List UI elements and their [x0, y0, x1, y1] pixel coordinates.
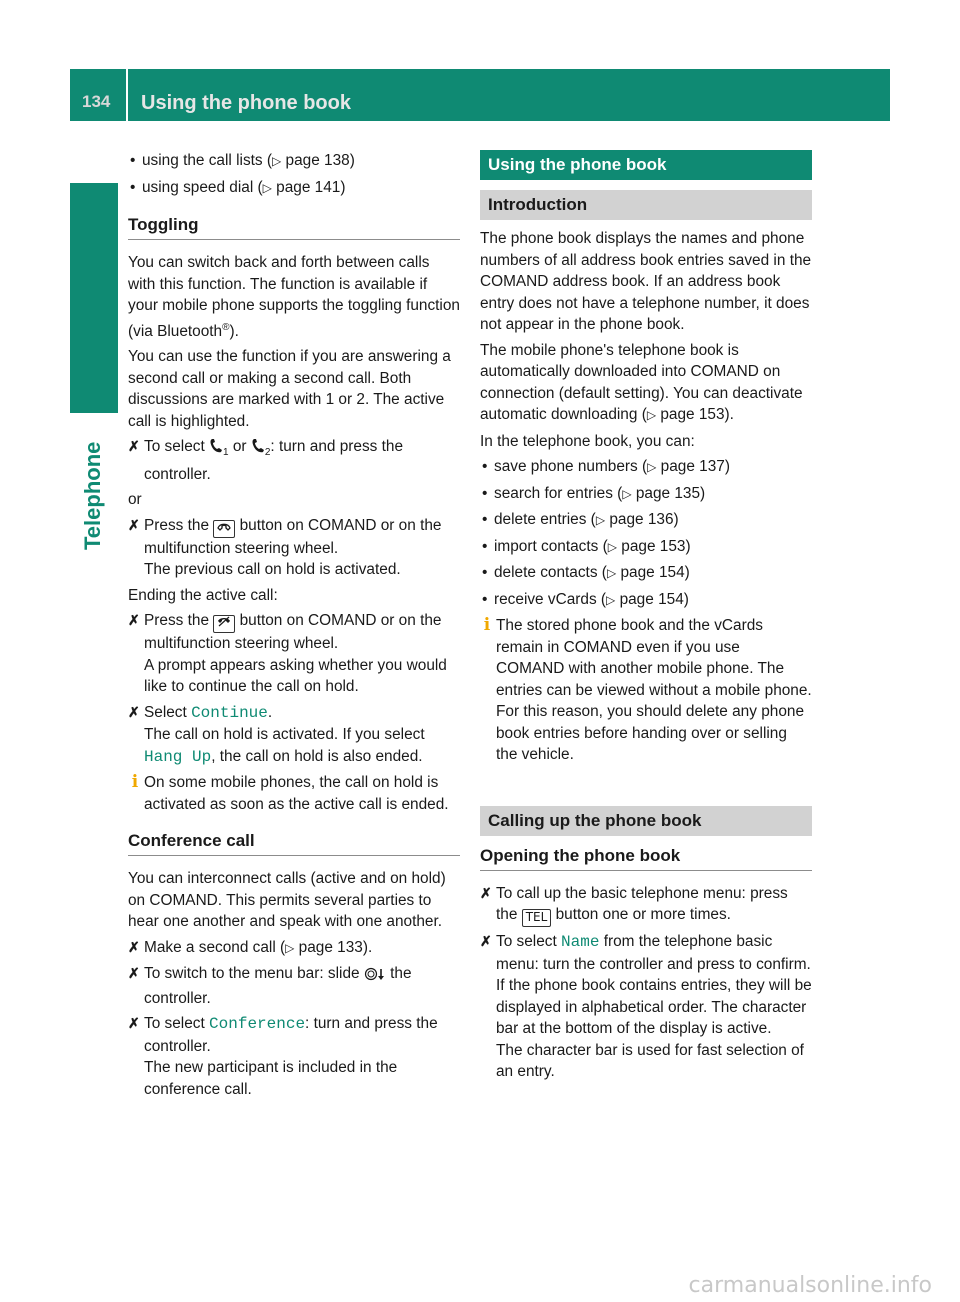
- page-ref[interactable]: page 136): [609, 511, 679, 528]
- page-ref-arrow-icon: ▷: [607, 539, 617, 554]
- name-menu-item[interactable]: Name: [561, 933, 600, 951]
- step-select-conference: ✗ To select Conference: turn and press the controller. The new participant is included in the conference call.: [128, 1015, 438, 1098]
- list-item: • delete contacts (▷ page 154): [482, 564, 690, 581]
- intro-para-1: The phone book displays the names and phone numbers of all address book entries saved in the COMAND address book. If an address book entry does not have a telephone number, it does not appear in the phone book.: [480, 230, 812, 333]
- step-press-end-button: ✗ Press the button on COMAND or on the multifunction steering wheel. A prompt appears asking whether you would like to continue the call on hold.: [128, 612, 447, 696]
- toggling-para-2: You can use the function if you are answering a second call or making a second call. Both discussions are marked with 1 or 2. The active call is highlighted.: [128, 348, 451, 430]
- tel-button-icon: TEL: [522, 909, 552, 927]
- right-column: [480, 150, 812, 1087]
- page-ref-arrow-icon: ▷: [272, 154, 282, 168]
- step-select-call: ✗ To select $_1$ or $_2$: turn and press the controller.: [128, 438, 404, 483]
- page-ref[interactable]: page 133).: [298, 938, 373, 956]
- page-ref[interactable]: page 141): [276, 178, 346, 196]
- list-item: [128, 177, 460, 200]
- controller-slide-down-icon: [364, 966, 386, 988]
- bullet-dot: •: [130, 178, 136, 196]
- list-item: • receive vCards (▷ page 154): [482, 590, 689, 608]
- info-icon: i: [131, 772, 139, 793]
- step-marker-icon: ✗: [128, 1015, 140, 1032]
- list-item: • delete entries (▷ page 136): [482, 511, 679, 528]
- step-marker-icon: ✗: [128, 965, 140, 982]
- conference-para: You can interconnect calls (active and on hold) on COMAND. This permits several parties to hear one another and speak with one another.: [128, 870, 446, 931]
- side-tab-label: Telephone: [80, 441, 105, 550]
- page-ref[interactable]: page 153): [621, 537, 691, 555]
- page-ref-arrow-icon: ▷: [606, 566, 617, 580]
- step-select-continue: ✗ Select Continue. The call on hold is activated. If you select Hang Up, the call on hold is also ended.: [128, 703, 425, 766]
- step-select-name: ✗ To select Name from the telephone basic menu: turn the controller and press to confirm. If the phone book contains entries, they will be displayed in alphabetical order. The character bar at the bottom of the display is active. The character bar is used for fast selection of an entry.: [480, 933, 812, 1080]
- conference-heading: Conference call: [128, 829, 460, 856]
- section-title: Using the phone book: [480, 150, 812, 180]
- list-item: • save phone numbers (▷ page 137): [482, 458, 730, 475]
- toggling-heading: Toggling: [128, 213, 460, 240]
- step-press-call-button: ✗ Press the button on COMAND or on the multifunction steering wheel. The previous call on hold is activated.: [128, 516, 442, 579]
- conference-menu-item[interactable]: Conference: [209, 1015, 306, 1034]
- ending-call-label: Ending the active call:: [128, 586, 278, 604]
- step-marker-icon: ✗: [128, 516, 140, 533]
- or-text: or: [128, 491, 142, 509]
- toggling-para-1: You can switch back and forth between calls with this function. The function is available if your mobile phone supports the toggling function (via Bluetooth®).: [128, 254, 460, 340]
- step-menu-bar: ✗ To switch to the menu bar: slide the controller.: [128, 965, 412, 1007]
- step-second-call: ✗ Make a second call (▷ page 133).: [128, 937, 460, 960]
- list-item: [128, 150, 460, 173]
- opening-heading: Opening the phone book: [480, 844, 812, 871]
- intro-para-3: In the telephone book, you can:: [480, 432, 695, 450]
- bullet-text: using speed dial (: [142, 178, 263, 196]
- watermark: carmanualsonline.info: [688, 1272, 932, 1298]
- bullet-text: using the call lists (: [142, 152, 273, 169]
- step-marker-icon: ✗: [128, 703, 140, 720]
- phone-handset-icon: [209, 438, 223, 461]
- hang-up-menu-item[interactable]: Hang Up: [144, 747, 212, 766]
- list-item: • search for entries (▷ page 135): [482, 484, 706, 502]
- page-ref-arrow-icon: ▷: [646, 408, 657, 422]
- header-divider: [126, 69, 128, 121]
- page-ref-arrow-icon: ▷: [285, 940, 295, 955]
- page-ref[interactable]: page 153).: [660, 406, 734, 423]
- intro-para-2: The mobile phone's telephone book is automatically downloaded into COMAND on connection (default setting). You can deactivate automatic downloading (▷ page 153).: [480, 341, 803, 423]
- info-icon: i: [483, 615, 491, 635]
- page-ref-arrow-icon: ▷: [606, 592, 616, 607]
- step-marker-icon: ✗: [480, 933, 492, 949]
- step-marker-icon: ✗: [128, 612, 140, 629]
- info-note: i On some mobile phones, the call on hold is activated as soon as the active call is ended.: [128, 772, 460, 815]
- page-number: 134: [82, 92, 111, 111]
- page-ref[interactable]: page 137): [660, 458, 730, 475]
- calling-heading: Calling up the phone book: [480, 806, 812, 836]
- page-ref-arrow-icon: ▷: [622, 486, 632, 501]
- page-ref[interactable]: page 135): [635, 484, 706, 502]
- page-ref-arrow-icon: ▷: [262, 180, 272, 195]
- step-marker-icon: ✗: [128, 438, 140, 455]
- continue-menu-item[interactable]: Continue: [191, 703, 268, 722]
- bullet-dot: •: [130, 152, 136, 169]
- step-call-basic-menu: ✗ To call up the basic telephone menu: press the TEL button one or more times.: [480, 883, 812, 928]
- phone-handset-icon: [251, 438, 265, 461]
- page-ref[interactable]: page 154): [619, 590, 689, 608]
- info-note: i The stored phone book and the vCards remain in COMAND even if you use COMAND with another mobile phone. The entries can be viewed without a mobile phone. For this reason, you should delete any phone book entries before handing over or selling the vehicle.: [480, 615, 812, 766]
- step-marker-icon: ✗: [128, 938, 140, 955]
- list-item: • import contacts (▷ page 153): [482, 537, 691, 555]
- page-ref[interactable]: page 154): [620, 564, 690, 581]
- call-button-icon: [213, 520, 235, 538]
- introduction-heading: Introduction: [480, 190, 812, 220]
- page-ref-arrow-icon: ▷: [595, 513, 606, 527]
- side-tab-label-wrap: [81, 240, 111, 550]
- page-title: Using the phone book: [141, 92, 351, 114]
- page-ref-arrow-icon: ▷: [647, 460, 657, 474]
- page-ref[interactable]: page 138): [285, 152, 355, 169]
- step-marker-icon: ✗: [480, 884, 492, 901]
- end-call-button-icon: [213, 615, 235, 633]
- left-column: [128, 150, 460, 1104]
